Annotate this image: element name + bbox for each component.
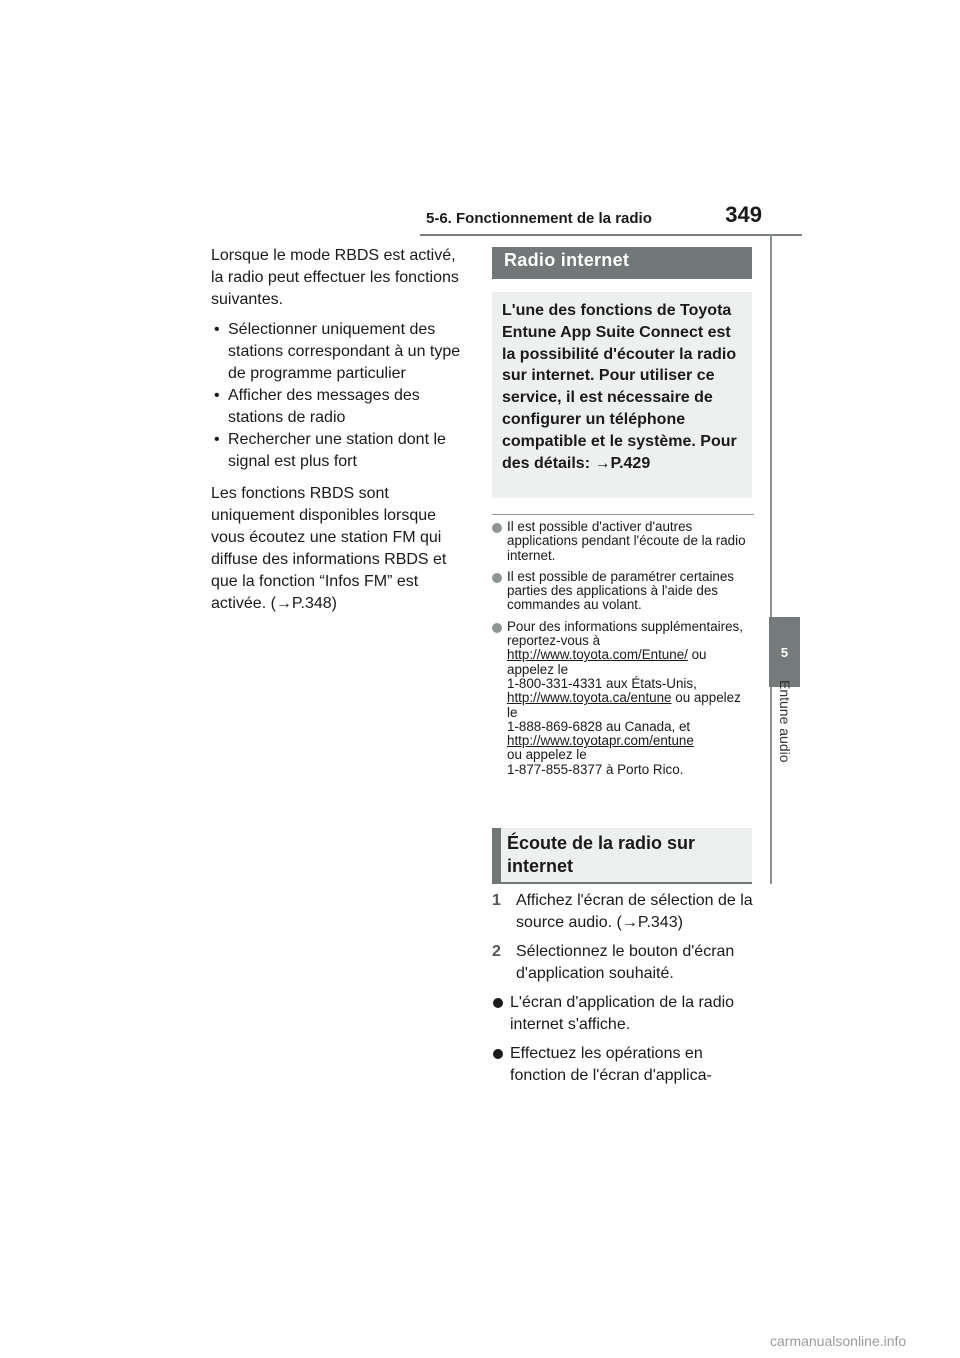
side-divider (770, 234, 772, 884)
rbds-functions-list (211, 319, 466, 473)
step-item (492, 941, 754, 985)
note-text: Il est possible de paramétrer certaines parties des applications à l'aide des commandes au volant. (507, 568, 735, 613)
left-column (211, 245, 466, 623)
note-text: Il est possible d'activer d'autres applications pendant l'écoute de la radio internet. (507, 519, 746, 563)
link-toyota-ca[interactable]: http://www.toyota.ca/entune (507, 690, 672, 706)
chapter-label: Entune audio (777, 680, 793, 763)
step-number: 2 (492, 943, 501, 960)
step-text: Affichez l'écran de sélection de la source audio. (→P.343) (516, 892, 753, 931)
steps-list (492, 890, 754, 1094)
note-text: Pour des informations supplémentaires, reportez-vous à (507, 618, 743, 649)
list-item: • Sélectionner uniquement des stations correspondant à un type de programme particulier (211, 319, 466, 385)
link-toyota-pr[interactable]: http://www.toyotapr.com/entune (507, 733, 694, 749)
note-text: ou appelez le (507, 647, 707, 677)
note-text: ou appelez le (507, 690, 741, 720)
step-number: 1 (492, 892, 501, 909)
bullet-dot-icon (492, 523, 502, 533)
phone-pr: 1-877-855-8377 à Porto Rico. (507, 761, 684, 777)
note-item (492, 570, 754, 613)
bullet-dot-icon (493, 1049, 503, 1059)
section-heading: Écoute de la radio sur internet (492, 828, 752, 884)
notes-list (492, 514, 754, 784)
result-text: Effectuez les opérations en fonction de l'écran d'applica- (510, 1045, 712, 1084)
link-toyota-us[interactable]: http://www.toyota.com/Entune/ (507, 647, 688, 663)
phone-ca: 1-888-869-6828 au Canada, et (507, 718, 691, 734)
step-text: Sélectionnez le bouton d'écran d'application souhaité. (516, 943, 735, 982)
watermark: carmanualsonline.info (770, 1333, 907, 1349)
bullet-dot-icon (493, 998, 503, 1008)
step-item (492, 890, 754, 934)
result-item (492, 1043, 754, 1087)
rbds-intro: Lorsque le mode RBDS est activé, la radio peut effectuer les fonctions suivantes. (211, 247, 459, 308)
note-item-contact (492, 620, 754, 777)
list-item: • Afficher des messages des stations de radio (211, 385, 466, 429)
radio-internet-box (492, 247, 752, 498)
chapter-tab: 5 (769, 617, 800, 687)
bullet-dot-icon (492, 573, 502, 583)
rbds-availability: Les fonctions RBDS sont uniquement disponibles lorsque vous écoutez une station FM qui diffuse des informations RBDS et que la fonction “Infos FM” est activée. (→P.348) (211, 485, 447, 612)
page-number: 349 (725, 202, 762, 227)
page-header (420, 200, 802, 236)
section-title: 5-6. Fonctionnement de la radio (426, 210, 652, 227)
box-title: Radio internet (492, 247, 752, 279)
list-item: • Rechercher une station dont le signal est plus fort (211, 429, 466, 473)
result-item (492, 992, 754, 1036)
note-item (492, 520, 754, 563)
box-body: L'une des fonctions de Toyota Entune App Suite Connect est la possibilité d'écouter la radio sur internet. Pour utiliser ce service, il est nécessaire de configurer un téléphone compatible et le système. Pour des détails: →P.429 (492, 292, 752, 498)
bullet-dot-icon (492, 623, 502, 633)
note-text: ou appelez le (507, 747, 587, 763)
result-text: L'écran d'application de la radio internet s'affiche. (510, 994, 735, 1033)
phone-us: 1-800-331-4331 aux États-Unis, (507, 675, 697, 691)
